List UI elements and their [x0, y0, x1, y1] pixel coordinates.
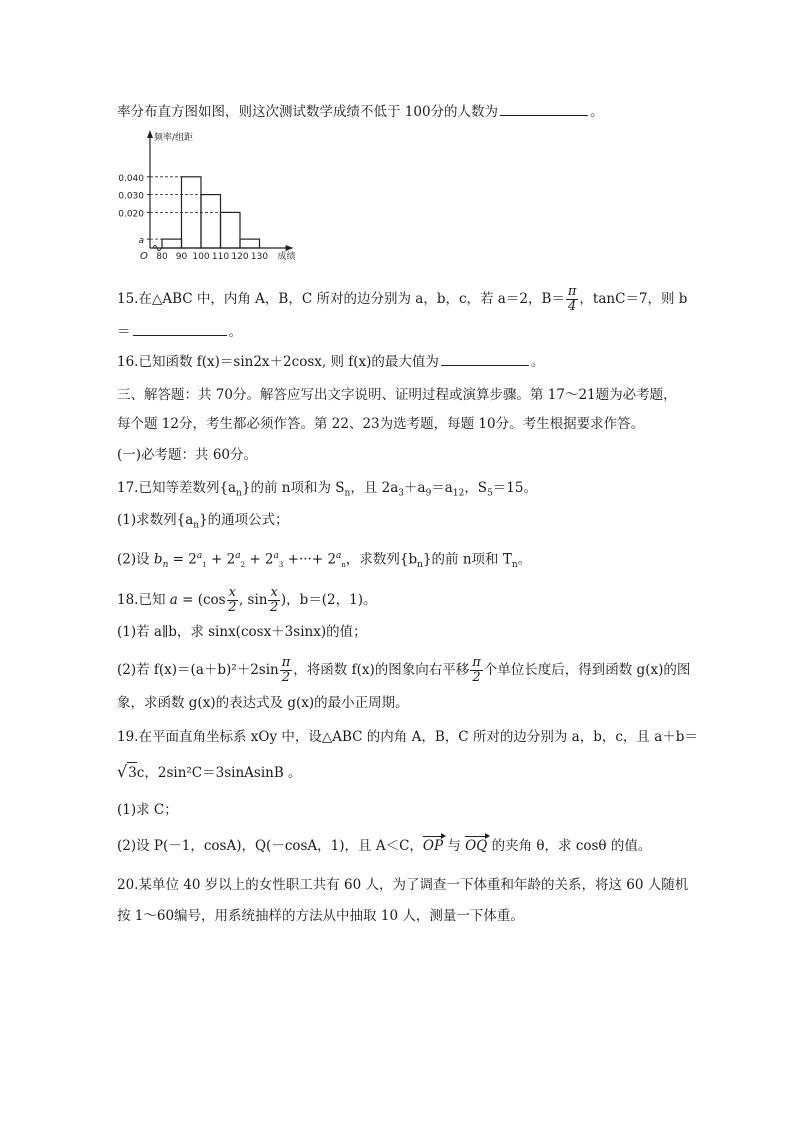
q16-text: 16.已知函数 f(x)＝sin2x＋2cosx, 则 f(x)的最大值为 [117, 354, 439, 370]
pi-over-4-fraction [566, 285, 579, 314]
subscript: 3 [398, 488, 404, 499]
histogram-bar [201, 195, 221, 248]
question-20-line2: 按 1～60编号，用系统抽样的方法从中抽取 10 人，测量一下体重。 [117, 908, 524, 924]
q14-text: 率分布直方图如图，则这次测试数学成绩不低于 100分的人数为 [117, 104, 499, 120]
q17-text-f: ，S [464, 480, 488, 496]
q18-p2-a: (2)若 f(x)＝(a＋b)²＋2sin [117, 662, 279, 678]
q15-end: 。 [228, 324, 242, 340]
q19-text-b: c，2sin²C＝3sinAsinB 。 [136, 765, 302, 781]
question-18 [117, 583, 376, 617]
histogram-bar [221, 212, 241, 248]
question-17-part1 [117, 510, 289, 536]
q18-p2-b: ，将函数 f(x)的图象向右平移 [293, 662, 470, 678]
q17-p2-d: 。 [517, 551, 532, 568]
q18-text-b: ，b＝(2，1)。 [286, 592, 377, 608]
fraction-denominator: 2 [270, 600, 279, 615]
y-tick-label: 0.040 [118, 173, 144, 184]
q15-text-a: 15.在△ABC 中，内角 A，B，C 所对的边分别为 a，b，c，若 a＝2，B＝ [117, 291, 565, 307]
q16-end: 。 [530, 354, 545, 370]
section-3-header: 三、解答题：共 70分。解答应写出文字说明、证明过程或演算步骤。第 17～21题为必考题， [117, 387, 677, 403]
subscript: 5 [487, 488, 493, 499]
subscript: n [417, 560, 423, 571]
q18-p2-c: 个单位长度后，得到函数 g(x)的图 [483, 662, 691, 678]
question-20: 20.某单位 40 岁以上的女性职工共有 60 人，为了调查一下体重和年龄的关系，将这 60 人随机 [117, 877, 689, 893]
y-axis-arrow-icon [147, 130, 153, 138]
vector-oq: OQ [465, 838, 488, 854]
fraction-numerator: x [270, 585, 278, 600]
q17-text-e: ＝a [431, 480, 453, 496]
answer-blank [500, 103, 588, 116]
x-over-2-fraction [227, 586, 238, 615]
question-19: 19.在平面直角坐标系 xOy 中，设△ABC 的内角 A，B，C 所对的边分别为 a，b，c，且 a＋b＝ [117, 729, 698, 745]
x-axis-label: 成绩 [277, 252, 296, 262]
origin-label: O [140, 251, 148, 262]
question-16 [117, 352, 544, 372]
answer-blank [441, 353, 529, 366]
eq: = 2 [168, 551, 197, 568]
subscript: n [162, 560, 169, 571]
fraction-numerator: π [281, 655, 291, 670]
question-19-line2: √3c，2sin²C＝3sinAsinB 。 [117, 762, 302, 781]
q18-text-a: 18.已知 [117, 592, 170, 608]
question-18-part2-cont: 象，求函数 g(x)的表达式及 g(x)的最小正周期。 [117, 695, 409, 711]
histogram-bar [240, 239, 260, 248]
fraction-denominator: 2 [281, 670, 291, 685]
plus: + 2 [206, 551, 236, 568]
x-axis-arrow-icon [286, 245, 294, 251]
y-tick-label: a [138, 236, 144, 247]
q19-p2-a: (2)设 P(－1，cosA)，Q(－cosA，1)，且 A＜C， [117, 838, 423, 854]
x-tick-label: 130 [250, 252, 269, 262]
x-tick-label: 100 [192, 252, 210, 262]
fraction-numerator: x [228, 585, 236, 600]
x-tick-label: 120 [231, 252, 249, 262]
question-17-part2: (2)设 $b_n = 2^a_1 + 2^a_2 + 2^a_3$ +···+ $2^a_n$，求数列$\{b_n\}$的前 n项和 $T_n$。 [117, 551, 532, 571]
question-15 [117, 285, 687, 314]
q17-p2-a: (2)设 [117, 551, 154, 568]
plus: + 2 [245, 551, 274, 568]
pi-over-2-fraction [470, 656, 483, 685]
question-15-line2 [117, 322, 242, 342]
section-3-instructions: 每个题 12分，考生都必须作答。第 22、23为选考题，每题 10分。考生根据要求作答。 [117, 416, 645, 432]
q17-p2-c: }的前 n项和 T [422, 551, 512, 568]
x-tick-label: 80 [156, 252, 168, 262]
sqrt-3: 3 [127, 762, 137, 783]
paren: ) [280, 592, 287, 608]
vector-a: a [169, 592, 178, 608]
fraction-denominator: 2 [472, 670, 481, 685]
frequency-histogram [114, 130, 314, 270]
q17-text-a: 17.已知等差数列{a [117, 480, 237, 496]
subscript: 12 [452, 488, 465, 499]
fraction-numerator: π [567, 284, 577, 299]
y-tick-label: 0.030 [118, 191, 144, 202]
pi-over-2-fraction [280, 656, 293, 685]
q18-eq: = (cos [177, 592, 226, 608]
q15-eq: ＝ [117, 324, 131, 340]
question-18-part2 [117, 653, 690, 687]
q17-p1-a: (1)求数列{a [117, 512, 194, 528]
q17-text-c: ，且 2a [350, 480, 399, 496]
q17-text-d: ＋a [404, 480, 426, 496]
q17-p1-b: }的通项公式； [199, 512, 289, 528]
q17-p2-b: ，求数列{b [345, 551, 418, 568]
x-tick-label: 90 [175, 252, 188, 262]
b-n: b [153, 551, 163, 568]
subscript: n [344, 488, 351, 499]
question-18-part1: (1)若 a∥b，求 sinx(cosx＋3sinx)的值； [117, 624, 367, 640]
question-14-tail [117, 102, 604, 122]
answer-blank [133, 323, 227, 336]
subscript: n [511, 560, 518, 571]
y-axis-label: 频率/组距 [154, 133, 194, 143]
q19-p2-b: 的夹角 θ，求 cosθ 的值。 [487, 838, 652, 854]
q15-text-b: ，tanC＝7，则 b [579, 291, 688, 307]
with: 与 [443, 838, 466, 854]
fraction-denominator: 4 [568, 299, 577, 314]
subscript: n [193, 520, 200, 531]
q17-text-b: }的前 n项和为 S [241, 480, 345, 496]
section-3-required: (一)必考题：共 60分。 [117, 447, 258, 463]
q17-text-g: ＝15。 [492, 480, 537, 496]
dots: +···+ 2 [283, 551, 337, 568]
fraction-numerator: π [472, 655, 481, 670]
vector-op: OP [422, 838, 444, 854]
q14-end: 。 [590, 104, 604, 120]
x-tick-label: 110 [211, 252, 230, 262]
y-tick-label: 0.020 [118, 209, 144, 220]
fraction-denominator: 2 [228, 600, 237, 615]
question-17 [117, 478, 537, 504]
q18-sin: , sin [238, 592, 268, 608]
x-over-2-fraction [268, 586, 279, 615]
subscript: 9 [425, 488, 432, 499]
question-19-part1: (1)求 C； [117, 802, 178, 818]
subscript: n [236, 488, 242, 499]
histogram-bar [162, 239, 182, 248]
question-19-part2 [117, 836, 651, 856]
